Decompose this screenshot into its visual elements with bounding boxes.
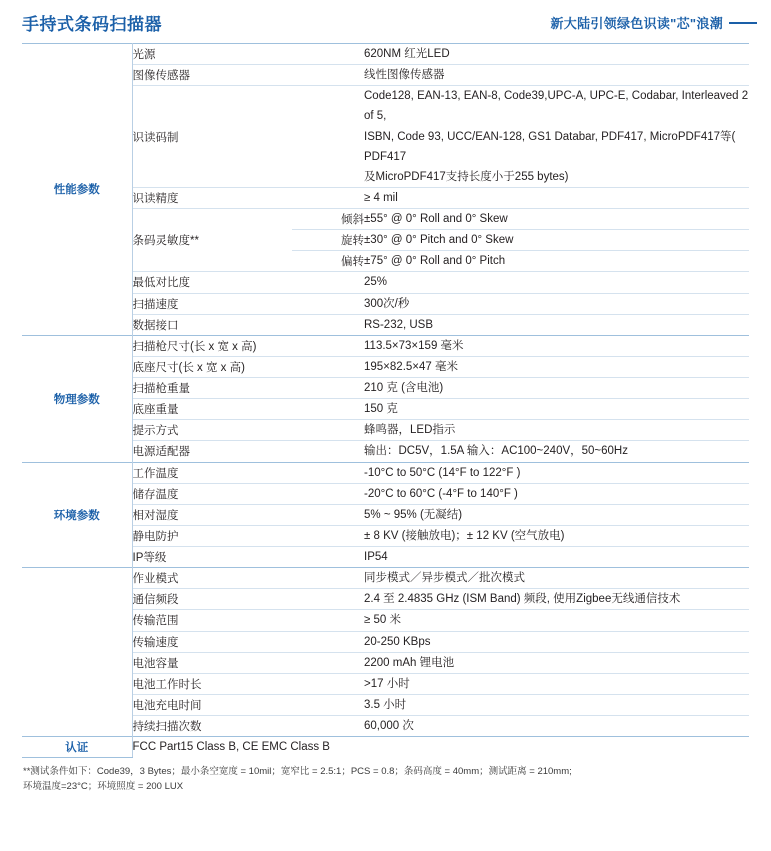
row-value: 25%	[364, 272, 749, 293]
row-label: 作业模式	[132, 568, 364, 589]
row-value: ≥ 50 米	[364, 610, 749, 631]
table-row	[22, 737, 749, 758]
row-value: >17 小时	[364, 673, 749, 694]
table-row	[22, 187, 749, 208]
row-value: ±75° @ 0° Roll and 0° Pitch	[364, 251, 749, 272]
row-label: 传输速度	[132, 631, 364, 652]
table-row	[22, 589, 749, 610]
row-label: 底座重量	[132, 399, 364, 420]
table-row	[22, 652, 749, 673]
row-label: 静电防护	[132, 525, 364, 546]
row-value: 线性图像传感器	[364, 65, 749, 86]
row-value: 同步模式／异步模式／批次模式	[364, 568, 749, 589]
table-row	[22, 65, 749, 86]
table-row	[22, 483, 749, 504]
row-label: 扫描速度	[132, 293, 364, 314]
row-label: IP等级	[132, 552, 167, 565]
row-sublabel: 偏转	[292, 251, 364, 272]
row-label: 持续扫描次数	[132, 721, 202, 734]
symbologies-line-3: 及MicroPDF417支持长度小于255 bytes)	[364, 170, 569, 183]
row-value: ≥ 4 mil	[364, 187, 749, 208]
row-value: 60,000 次	[364, 720, 414, 732]
row-value: FCC Part15 Class B, CE EMC Class B	[132, 737, 749, 758]
page-title: 手持式条码扫描器	[22, 15, 162, 34]
table-row	[22, 378, 749, 399]
row-label: 扫描枪尺寸(长 x 宽 x 高)	[132, 335, 364, 356]
slogan-text: 新大陆引领绿色识读"芯"浪潮	[550, 16, 723, 31]
table-row	[22, 610, 749, 631]
page-header	[0, 0, 771, 41]
row-value: IP54	[364, 551, 388, 563]
row-label: 底座尺寸(长 x 宽 x 高)	[132, 356, 364, 377]
row-label: 传输范围	[132, 610, 364, 631]
row-label: 光源	[132, 44, 364, 65]
row-label: 识读码制	[132, 86, 364, 188]
row-label: 工作温度	[132, 462, 364, 483]
group-label-certification: 认证	[22, 737, 132, 758]
symbologies-line-1: Code128, EAN-13, EAN-8, Code39,UPC-A, UPC-E, Codabar, Interleaved 2 of 5,	[364, 90, 749, 123]
table-row	[22, 86, 749, 188]
row-label: 相对湿度	[132, 504, 364, 525]
row-label: 储存温度	[132, 483, 364, 504]
table-row	[22, 631, 749, 652]
table-row	[22, 568, 749, 589]
row-value: -20°C to 60°C (-4°F to 140°F )	[364, 483, 749, 504]
row-value: RS-232, USB	[364, 318, 434, 331]
table-row	[22, 462, 749, 483]
row-value: 300次/秒	[364, 293, 749, 314]
group-label-performance: 性能参数	[22, 44, 132, 336]
table-row	[22, 272, 749, 293]
row-value: 620NM 红光LED	[364, 44, 749, 65]
row-label: 条码灵敏度**	[132, 209, 292, 272]
row-value: -10°C to 50°C (14°F to 122°F )	[364, 462, 749, 483]
row-label: 最低对比度	[132, 272, 364, 293]
table-row	[22, 335, 749, 356]
footnote-line-1: **测试条件如下：Code39，3 Bytes；最小条空宽度 = 10mil；宽窄比 = 2.5:1；PCS = 0.8；条码高度 = 40mm；测试距离 = 210mm;	[23, 765, 572, 777]
row-sublabel: 旋转	[292, 230, 364, 251]
row-label: 图像传感器	[132, 65, 364, 86]
row-label: 扫描枪重量	[132, 378, 364, 399]
group-label-physical: 物理参数	[22, 335, 132, 462]
table-row	[22, 314, 749, 335]
row-value: 113.5×73×159 毫米	[364, 335, 749, 356]
specifications-table	[22, 43, 749, 758]
row-value: 2.4 至 2.4835 GHz (ISM Band) 频段, 使用Zigbee无线通信技术	[364, 589, 749, 610]
table-row	[22, 420, 749, 441]
row-sublabel: 倾斜	[292, 209, 364, 230]
table-row	[22, 399, 749, 420]
table-row	[22, 525, 749, 546]
row-label: 电池工作时长	[132, 673, 364, 694]
table-row	[22, 716, 749, 737]
table-row	[22, 293, 749, 314]
row-label: 电池充电时间	[132, 694, 364, 715]
footnotes	[21, 764, 750, 795]
row-value: 5% ~ 95% (无凝结)	[364, 504, 749, 525]
footnote-line-2: 环境温度=23°C；环境照度 = 200 LUX	[23, 781, 184, 793]
row-value	[364, 86, 749, 188]
group-label-wireless	[22, 568, 132, 737]
row-value: 210 克 (含电池)	[364, 378, 749, 399]
group-label-environment: 环境参数	[22, 462, 132, 568]
table-row	[22, 504, 749, 525]
table-row	[22, 547, 749, 568]
row-label: 通信频段	[132, 589, 364, 610]
row-label: 电池容量	[132, 652, 364, 673]
row-value: 输出：DC5V，1.5A 输入：AC100~240V，50~60Hz	[364, 445, 628, 458]
row-value: 蜂鸣器，LED指示	[364, 420, 749, 441]
table-row	[22, 356, 749, 377]
row-label: 数据接口	[132, 319, 179, 332]
row-label: 电源适配器	[132, 446, 190, 459]
table-row	[22, 209, 749, 230]
slogan-rule	[729, 22, 757, 24]
row-value: 195×82.5×47 毫米	[364, 356, 749, 377]
row-label: 识读精度	[132, 187, 364, 208]
row-value: ±55° @ 0° Roll and 0° Skew	[364, 209, 749, 230]
row-value: ±30° @ 0° Pitch and 0° Skew	[364, 230, 749, 251]
row-value: 20-250 KBps	[364, 631, 749, 652]
row-value: ± 8 KV (接触放电)；± 12 KV (空气放电)	[364, 525, 749, 546]
table-row	[22, 673, 749, 694]
table-row	[22, 694, 749, 715]
brand-slogan	[550, 13, 757, 32]
row-value: 3.5 小时	[364, 694, 749, 715]
table-row	[22, 441, 749, 462]
row-label: 提示方式	[132, 420, 364, 441]
table-row	[22, 44, 749, 65]
symbologies-line-2: ISBN, Code 93, UCC/EAN-128, GS1 Databar, PDF417, MicroPDF417等( PDF417	[364, 130, 736, 163]
row-value: 2200 mAh 锂电池	[364, 652, 749, 673]
row-value: 150 克	[364, 399, 749, 420]
